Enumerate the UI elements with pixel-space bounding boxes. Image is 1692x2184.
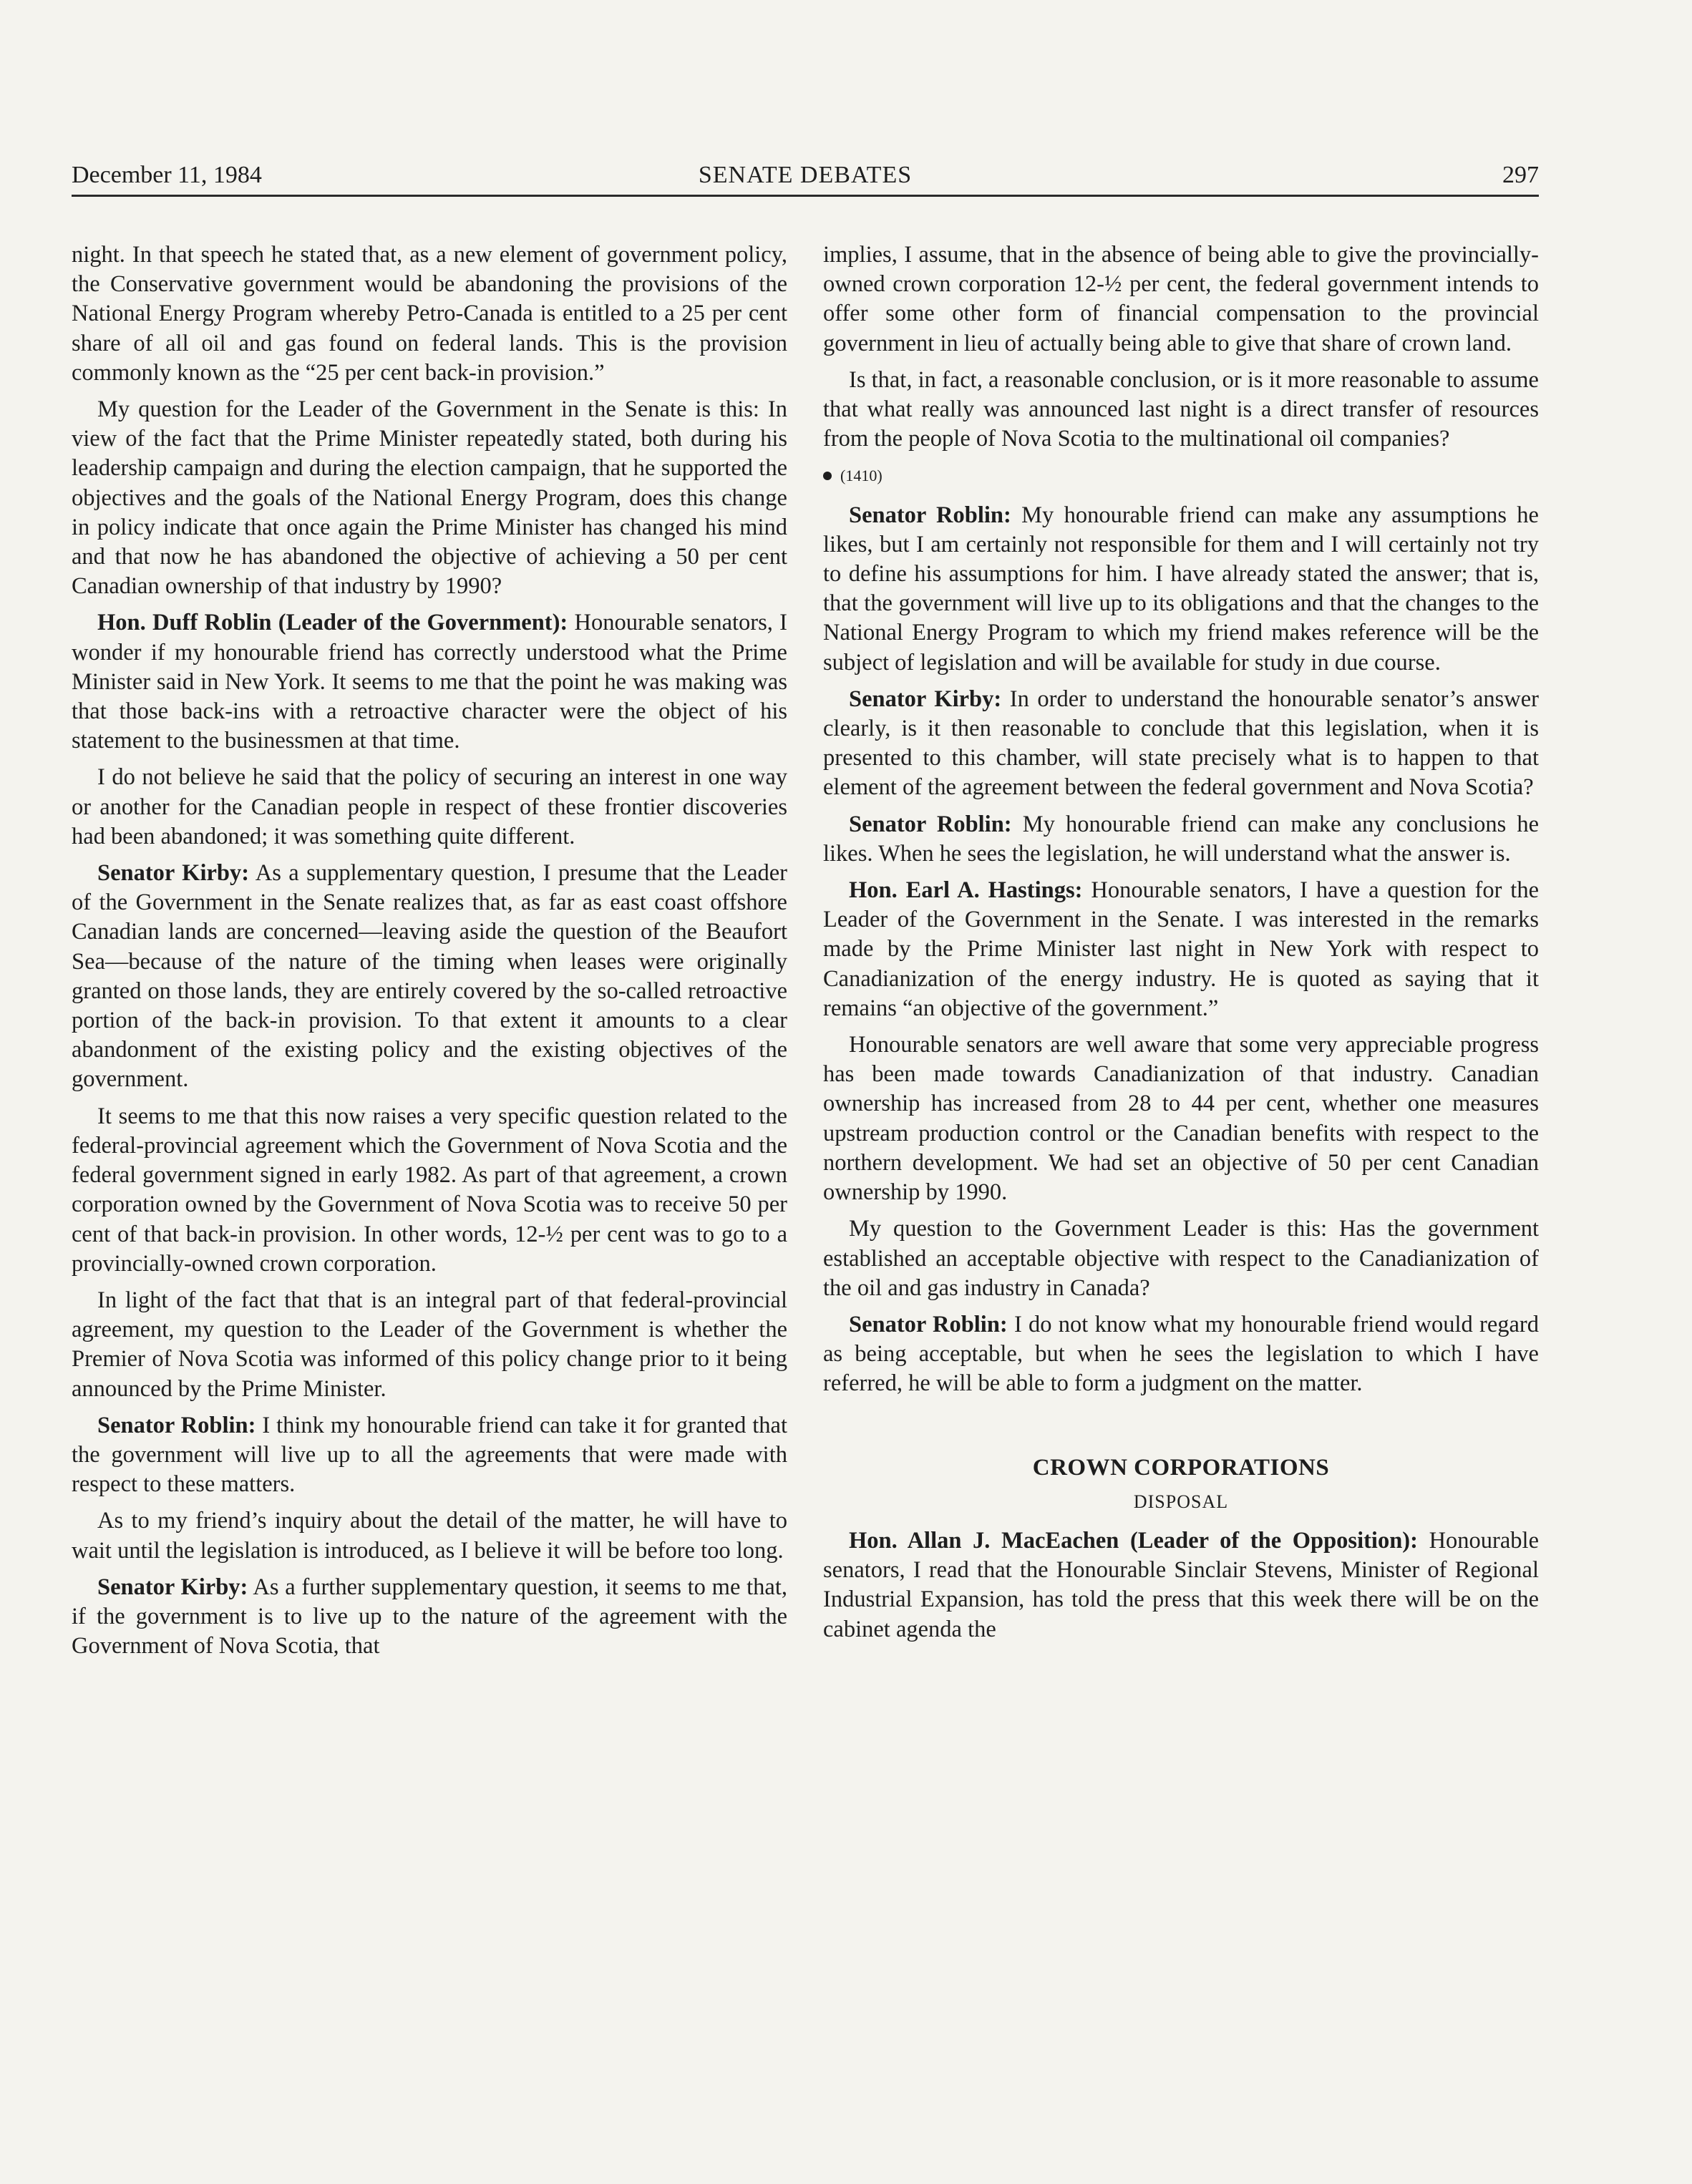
paragraph-text: Honourable senators, I wonder if my honourable friend has correctly understood what the Prime Minister said in New York. It seems to me that the point he was making was that those back-ins with a retroactive character were the object of his statement to the businessmen at that time.: [72, 610, 787, 754]
time-marker: [823, 461, 1539, 490]
left-paragraphs: [72, 240, 787, 1661]
paragraph: [823, 1214, 1539, 1303]
paragraph: [823, 685, 1539, 803]
paragraph-text: As a further supplementary question, it seems to me that, if the government is to live up to the nature of the agreement with the Government of Nova Scotia, that: [72, 1574, 787, 1659]
paragraph: [823, 366, 1539, 454]
paragraph-text: My honourable friend can make any conclusions he likes. When he sees the legislation, he will understand what the answer is.: [823, 811, 1539, 867]
paragraph-text: Honourable senators, I read that the Honourable Sinclair Stevens, Minister of Regional Industrial Expansion, has told the press that this week there will be on the cabinet agenda the: [823, 1527, 1540, 1642]
paragraph: [72, 859, 787, 1095]
paragraph-text: In order to understand the honourable senator’s answer clearly, is it then reasonable to conclude that this legislation, when it is presented to this chamber, will state precisely what is to happen to that element of the agreement between the federal government and Nova Scotia?: [823, 686, 1539, 801]
section-title: CROWN CORPORATIONS: [1032, 1454, 1330, 1481]
paragraph-text: Honourable senators, I have a question for the Leader of the Government in the Senate. I was interested in the remarks made by the Prime Minister last night in New York with respect to Canadianization of the energy industry. He is quoted as saying that it remains “an objective of the government.”: [823, 877, 1539, 1021]
section-subtitle: DISPOSAL: [1133, 1491, 1229, 1512]
paragraph: [72, 1411, 787, 1500]
page-header: [72, 157, 1539, 197]
right-paragraphs-bottom: [823, 1526, 1539, 1644]
paragraph: [72, 763, 787, 852]
bullet-icon: [823, 472, 832, 480]
paragraph-text: Is that, in fact, a reasonable conclusion, or is it more reasonable to assume that what really was announced last night is a direct transfer of resources from the people of Nova Scotia to the multinational oil companies?: [823, 366, 1539, 452]
paragraph: [823, 810, 1539, 869]
paragraph-text: I do not believe he said that the policy of securing an interest in one way or another for the Canadian people in respect of these frontier discoveries had been abandoned; it was something quite different.: [72, 764, 787, 849]
header-title: SENATE DEBATES: [698, 162, 913, 188]
paragraph: [823, 240, 1539, 359]
paragraph-text: As a supplementary question, I presume that the Leader of the Government in the Senate realizes that, as far as east coast offshore Canadian lands are concerned—leaving aside the question of the Beaufort Sea—because of the nature of the timing when leases were originally granted on those lands, they are entirely covered by the so-called retroactive portion of the back-in provision. To that extent it amounts to a clear abandonment of the existing policy and the existing objectives of the government.: [72, 860, 787, 1093]
speaker-name: Senator Roblin:: [849, 811, 1012, 837]
paragraph-text: In light of the fact that that is an integral part of that federal-provincial agreement, my question to the Leader of the Government is whether the Premier of Nova Scotia was informed of this policy change prior to it being announced by the Prime Minister.: [72, 1287, 787, 1402]
header-date: December 11, 1984: [72, 162, 262, 188]
page-number: 297: [1502, 162, 1539, 188]
left-column: [72, 240, 787, 1668]
paragraph: [823, 1310, 1539, 1399]
right-paragraphs-mid: [823, 501, 1539, 1399]
paragraph-text: Honourable senators are well aware that some very appreciable progress has been made towards Canadianization of that industry. Canadian ownership has increased from 28 to 44 per cent, whether one measures upstream production control or the Canadian benefits with respect to the northern development. We had set an objective of 50 per cent Canadian ownership by 1990.: [823, 1032, 1539, 1206]
paragraph: [72, 1102, 787, 1279]
paragraph: [72, 1506, 787, 1565]
time-marker-label: (1410): [840, 467, 883, 485]
right-paragraphs-top: [823, 240, 1539, 454]
paragraph: [72, 608, 787, 756]
paragraph-text: implies, I assume, that in the absence of being able to give the provincially-owned crown corporation 12-½ per cent, the federal government intends to offer some other form of financial compensation to the provincial government in lieu of actually being able to give that share of crown land.: [823, 242, 1539, 356]
speaker-name: Hon. Duff Roblin (Leader of the Government):: [97, 610, 568, 636]
speaker-name: Senator Roblin:: [97, 1412, 256, 1438]
paragraph-text: It seems to me that this now raises a very specific question related to the federal-provincial agreement which the Government of Nova Scotia and the federal government signed in early 1982. As part of that agreement, a crown corporation owned by the Government of Nova Scotia was to receive 50 per cent of that back-in provision. In other words, 12-½ per cent was to go to a provincially-owned crown corporation.: [72, 1103, 787, 1277]
paragraph: [823, 1030, 1539, 1207]
paragraph-text: As to my friend’s inquiry about the detail of the matter, he will have to wait until the legislation is introduced, as I believe it will be before too long.: [72, 1508, 787, 1564]
speaker-name: Hon. Allan J. MacEachen (Leader of the Opposition):: [849, 1527, 1418, 1554]
paragraph: [72, 395, 787, 601]
paragraph: [72, 1573, 787, 1662]
speaker-name: Senator Kirby:: [97, 860, 250, 887]
speaker-name: Senator Kirby:: [849, 686, 1002, 712]
paragraph-text: I do not know what my honourable friend would regard as being acceptable, but when he sees the legislation to which I have referred, he will be able to form a judgment on the matter.: [823, 1311, 1539, 1397]
speaker-name: Senator Roblin:: [849, 1311, 1008, 1337]
paragraph-text: My question to the Government Leader is this: Has the government established an acceptable objective with respect to the Canadianization of the oil and gas industry in Canada?: [823, 1216, 1539, 1301]
paragraph-text: My honourable friend can make any assumptions he likes, but I am certainly not responsible for them and I will certainly not try to define his assumptions for him. I have already stated the answer; that is, that the government will live up to its obligations and that the changes to the National Energy Program to which my friend makes reference will be the subject of legislation and will be available for study in due course.: [823, 502, 1539, 676]
right-column: [823, 240, 1539, 1652]
paragraph-text: I think my honourable friend can take it for granted that the government will live up to all the agreements that were made with respect to these matters.: [72, 1412, 787, 1498]
paragraph-text: My question for the Leader of the Government in the Senate is this: In view of the fact that the Prime Minister repeatedly stated, both during his leadership campaign and during the election campaign, that he supported the objectives and the goals of the National Energy Program, does this change in policy indicate that once again the Prime Minister has changed his mind and that now he has abandoned the objective of achieving a 50 per cent Canadian ownership of that industry by 1990?: [72, 396, 787, 600]
paragraph: [823, 876, 1539, 1023]
paragraph-text: night. In that speech he stated that, as a new element of government policy, the Conservative government would be abandoning the provisions of the National Energy Program whereby Petro-Canada is entitled to a 25 per cent share of all oil and gas found on federal lands. This is the provision commonly known as the “25 per cent back-in provision.”: [72, 242, 787, 386]
paragraph: [823, 1526, 1539, 1644]
paragraph: [72, 1286, 787, 1404]
speaker-name: Senator Kirby:: [97, 1574, 248, 1600]
speaker-name: Senator Roblin:: [849, 502, 1011, 528]
paragraph: [823, 501, 1539, 678]
speaker-name: Hon. Earl A. Hastings:: [849, 877, 1083, 904]
paragraph: [72, 240, 787, 388]
